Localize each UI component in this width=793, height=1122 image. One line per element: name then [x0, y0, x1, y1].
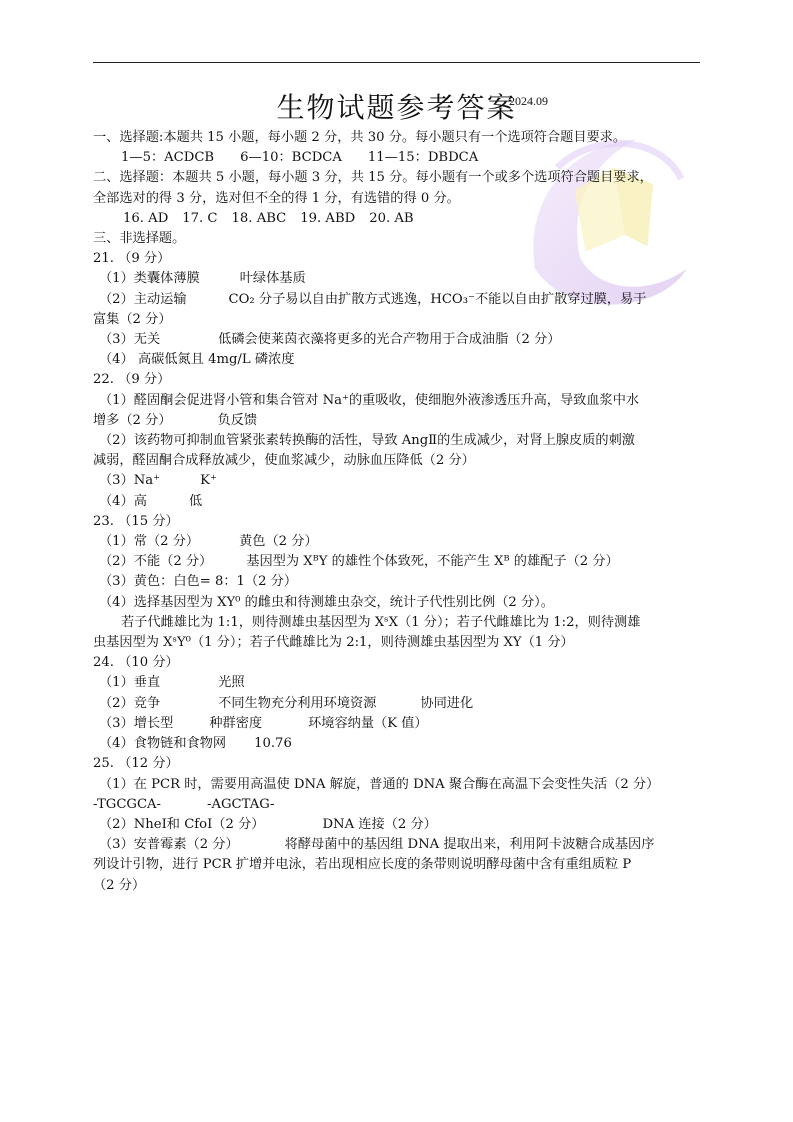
q22-5a: （3）Na⁺ — [99, 473, 161, 489]
q25-line: （1）在 PCR 时，需要用高温使 DNA 解旋，普通的 DNA 聚合酶在高温下会变性失活（2 分） — [99, 776, 660, 792]
q22-line — [93, 411, 700, 431]
header-rule — [93, 62, 700, 63]
q24-line — [93, 694, 700, 714]
q23-line: 虫基因型为 XˢY⁰（1 分）；若子代雌雄比为 2:1，则待测雄虫基因型为 XY（1 分） — [93, 635, 574, 651]
q22-line: （2）该药物可抑制血管紧张素转换酶的活性，导致 AngⅡ的生成减少，对肾上腺皮质的刺激 — [99, 433, 635, 449]
q24-2a: （2）竞争 — [99, 695, 161, 711]
q25-4b: 将酵母菌中的基因组 DNA 提取出来，利用阿卡波糖合成基因序 — [284, 837, 655, 853]
q25-3b: DNA 连接（2 分） — [322, 816, 437, 832]
answer-18: 18. ABC — [231, 210, 287, 226]
q23-2b: 基因型为 XᴮY 的雄性个体致死，不能产生 Xᴮ 的雄配子（2 分） — [246, 554, 619, 570]
exam-date: 2024.09 — [509, 94, 548, 108]
q25-3a: （2）NheⅠ和 CfoⅠ（2 分） — [99, 816, 265, 832]
q23-1b: 黄色（2 分） — [239, 534, 318, 550]
q23-2a: （2）不能（2 分） — [99, 554, 213, 570]
section2-heading-line1: 二、选择题：本题共 5 小题，每小题 3 分，共 15 分。每小题有一个或多个选项符合题目要求， — [93, 170, 653, 186]
q21-3a: （3）无关 — [99, 332, 161, 348]
title-block — [0, 86, 793, 126]
q24-1b: 光照 — [218, 675, 245, 691]
q22-2b: 负反馈 — [217, 412, 258, 428]
q23-1a: （1）常（2 分） — [99, 534, 200, 550]
q25-heading: 25. （12 分） — [93, 756, 179, 772]
q21-line — [93, 290, 700, 310]
q24-line — [93, 734, 700, 754]
answer-16: 16. AD — [123, 210, 169, 226]
q21-2b: CO₂ 分子易以自由扩散方式逃逸，HCO₃⁻不能以自由扩散穿过膜，易于 — [228, 291, 647, 307]
section3-heading: 三、非选择题。 — [93, 231, 186, 247]
section2-heading-line2: 全部选对的得 3 分，选对但不全的得 1 分，有选错的得 0 分。 — [93, 190, 460, 206]
q25-line: （2 分） — [93, 877, 146, 893]
q21-heading: 21. （9 分） — [93, 251, 171, 267]
q23-heading: 23. （15 分） — [93, 513, 179, 529]
answer-body — [93, 128, 700, 896]
q24-4a: （4）食物链和食物网 — [99, 736, 227, 752]
q22-5b: K⁺ — [200, 473, 217, 489]
q22-line — [93, 471, 700, 491]
answer-1-5: 1—5：ACDCB — [121, 150, 215, 166]
q22-line: 减弱，醛固酮合成释放减少，使血浆减少，动脉血压降低（2 分） — [93, 453, 475, 469]
q25-4a: （3）安普霉素（2 分） — [99, 837, 239, 853]
q24-heading: 24. （10 分） — [93, 655, 179, 671]
q24-3c: 环境容纳量（K 值） — [308, 715, 428, 731]
q21-1b: 叶绿体基质 — [239, 271, 306, 287]
q22-heading: 22. （9 分） — [93, 372, 171, 388]
q24-2c: 协同进化 — [420, 695, 474, 711]
answer-6-10: 6—10：BCDCA — [240, 150, 342, 166]
answer-20: 20. AB — [369, 210, 414, 226]
q24-3b: 种群密度 — [209, 715, 263, 731]
q22-line: （1）醛固酮会促进肾小管和集合管对 Na⁺的重吸收，使细胞外液渗透压升高，导致血浆中水 — [99, 392, 640, 408]
q24-2b: 不同生物充分利用环境资源 — [218, 695, 377, 711]
q25-line — [93, 835, 700, 855]
q25-line: 列设计引物，进行 PCR 扩增并电泳，若出现相应长度的条带则说明酵母菌中含有重组质粒 P — [93, 857, 632, 873]
q24-4b: 10.76 — [254, 736, 292, 752]
section1-answers — [93, 148, 700, 168]
q21-line — [93, 330, 700, 350]
section2-answers — [93, 209, 700, 229]
q25-line — [93, 815, 700, 835]
q23-line — [93, 532, 700, 552]
q24-1a: （1）垂直 — [99, 675, 161, 691]
q25-line — [93, 795, 700, 815]
answer-17: 17. C — [182, 210, 218, 226]
q21-line — [93, 269, 700, 289]
q25-2a: -TGCGCA- — [93, 796, 162, 812]
q25-2b: -AGCTAG- — [207, 796, 275, 812]
q22-6b: 低 — [188, 493, 203, 509]
q24-3a: （3）增长型 — [99, 715, 174, 731]
q21-line: 富集（2 分） — [93, 311, 172, 327]
q24-line — [93, 714, 700, 734]
q24-line — [93, 673, 700, 693]
q21-line: （4） 高碳低氮且 4mg/L 磷浓度 — [99, 352, 295, 368]
q23-line: （4）选择基因型为 XY⁰ 的雌虫和待测雄虫杂交，统计子代性别比例（2 分）。 — [99, 594, 554, 610]
q21-1a: （1）类囊体薄膜 — [99, 271, 200, 287]
q21-2a: （2）主动运输 — [99, 291, 187, 307]
q22-2a: 增多（2 分） — [93, 412, 172, 428]
q23-line: （3）黄色：白色= 8：1（2 分） — [99, 574, 298, 590]
q23-line: 若子代雌雄比为 1:1，则待测雄虫基因型为 XˢX（1 分）；若子代雌雄比为 1:2，则待测雄 — [121, 614, 641, 630]
q23-line — [93, 552, 700, 572]
answer-19: 19. ABD — [300, 210, 356, 226]
q22-6a: （4）高 — [99, 493, 147, 509]
q21-3b: 低磷会使莱茵衣藻将更多的光合产物用于合成油脂（2 分） — [218, 332, 561, 348]
page-title: 生物试题参考答案 — [276, 91, 517, 124]
section1-heading: 一、选择题:本题共 15 小题，每小题 2 分，共 30 分。每小题只有一个选项符合题目要求。 — [93, 130, 627, 145]
q22-line — [93, 492, 700, 512]
answer-11-15: 11—15：DBDCA — [367, 150, 479, 166]
